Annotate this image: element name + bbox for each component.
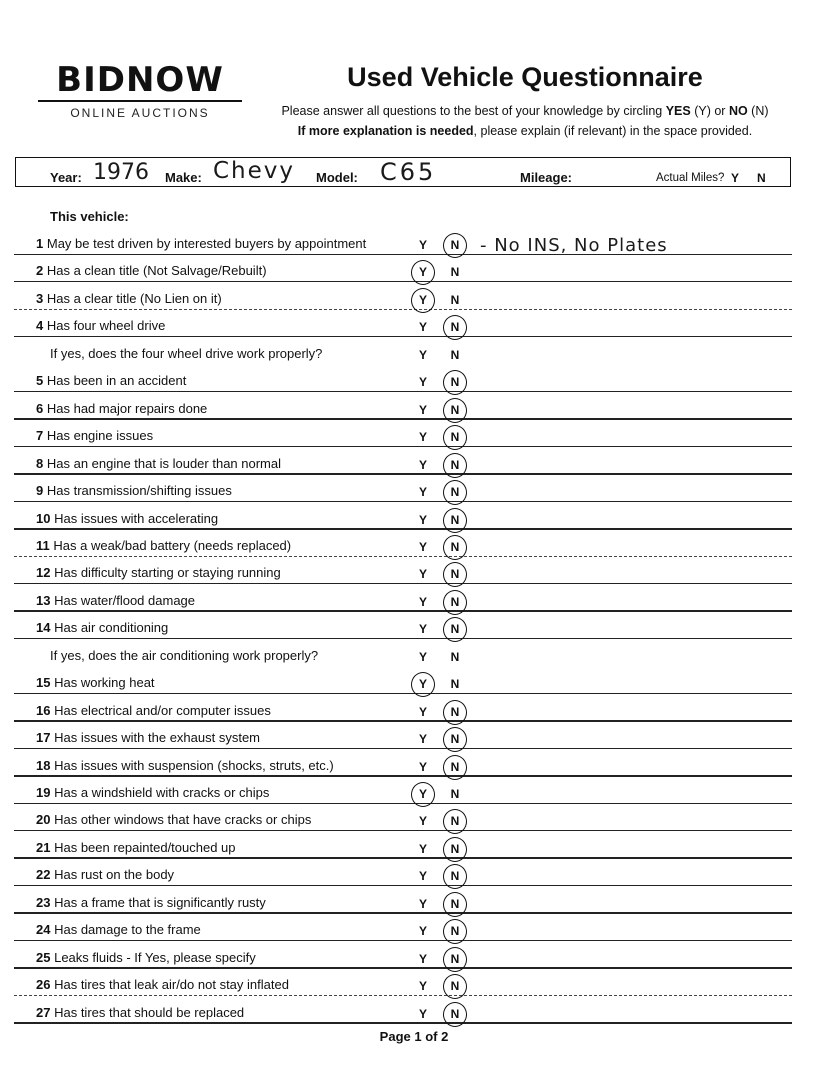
handwritten-note: - No INS, No Plates <box>480 235 668 256</box>
question-row <box>14 448 792 475</box>
no-option-circled[interactable]: N <box>448 540 462 554</box>
question-label: Has four wheel drive <box>46 318 166 334</box>
yes-option[interactable]: Y <box>418 759 427 774</box>
question-number: 18 <box>36 757 51 773</box>
actual-miles-label: Actual Miles? <box>656 172 725 184</box>
question-number: 15 <box>36 675 51 691</box>
question-label: Has transmission/shifting issues <box>46 483 232 499</box>
question-text <box>36 538 291 553</box>
question-row <box>14 365 792 392</box>
question-text <box>36 730 260 745</box>
question-label: Has damage to the frame <box>54 922 201 938</box>
question-number: 22 <box>36 867 51 883</box>
question-text <box>36 895 266 910</box>
question-label: Has a clear title (No Lien on it) <box>46 290 222 306</box>
question-number: 9 <box>36 483 44 499</box>
question-text <box>36 483 232 498</box>
question-label: Has been in an accident <box>46 373 187 389</box>
row-divider <box>14 1022 792 1024</box>
question-label: If yes, does the air conditioning work properly? <box>50 647 319 663</box>
yes-option[interactable]: Y <box>418 869 427 884</box>
follow-up-question-row <box>14 640 792 667</box>
question-row <box>14 722 792 749</box>
question-row <box>14 887 792 914</box>
no-option[interactable]: N <box>450 347 460 362</box>
question-row <box>14 530 792 557</box>
question-row <box>14 695 792 722</box>
yes-option[interactable]: Y <box>418 320 427 335</box>
question-row <box>14 420 792 447</box>
question-number: 12 <box>36 565 51 581</box>
question-number: 4 <box>36 318 44 334</box>
no-option-circled[interactable]: N <box>448 320 462 334</box>
instructions-line-1: Please answer all questions to the best of your knowledge by circling YES (Y) or NO (N) <box>281 104 769 118</box>
question-label: Has engine issues <box>46 428 154 444</box>
question-number: 21 <box>36 839 51 855</box>
logo-name: BIDNOW <box>56 60 224 100</box>
question-label: Has a weak/bad battery (needs replaced) <box>53 537 292 553</box>
no-option-circled[interactable]: N <box>448 869 462 883</box>
no-option[interactable]: N <box>450 649 460 664</box>
question-number: 5 <box>36 373 44 389</box>
question-number: 23 <box>36 894 51 910</box>
question-row <box>14 969 792 996</box>
question-number: 26 <box>36 977 51 993</box>
yes-option-circled[interactable]: Y <box>416 677 430 691</box>
model-label: Model: <box>316 170 358 185</box>
no-option-circled[interactable]: N <box>448 485 462 499</box>
question-label: Has electrical and/or computer issues <box>54 702 271 718</box>
yes-option[interactable]: Y <box>418 567 427 582</box>
question-label: Has issues with the exhaust system <box>54 730 261 746</box>
question-number: 7 <box>36 428 44 444</box>
question-row <box>14 859 792 886</box>
yes-option[interactable]: Y <box>418 979 427 994</box>
question-label: Has been repainted/touched up <box>54 839 236 855</box>
yes-option[interactable]: Y <box>418 457 427 472</box>
question-text <box>36 291 222 306</box>
question-label: Has rust on the body <box>54 867 175 883</box>
make-value[interactable]: Chevy <box>213 158 296 184</box>
question-number: 24 <box>36 922 51 938</box>
yes-option[interactable]: Y <box>418 924 427 939</box>
section-label: This vehicle: <box>50 209 129 224</box>
question-text <box>36 785 269 800</box>
question-label: Leaks fluids - If Yes, please specify <box>54 949 256 965</box>
question-label: Has water/flood damage <box>54 592 196 608</box>
question-row <box>14 942 792 969</box>
no-option[interactable]: N <box>450 292 460 307</box>
question-label: Has an engine that is louder than normal <box>46 455 282 471</box>
no-option-circled[interactable]: N <box>448 842 462 856</box>
question-text <box>36 950 256 965</box>
year-label: Year: <box>50 170 82 185</box>
question-number: 2 <box>36 263 44 279</box>
question-text <box>36 758 334 773</box>
question-row <box>14 777 792 804</box>
question-label: Has issues with suspension (shocks, struts, etc.) <box>54 757 334 773</box>
question-number: 11 <box>36 537 50 553</box>
no-option[interactable]: N <box>450 265 460 280</box>
no-option-circled[interactable]: N <box>448 1007 462 1021</box>
year-value[interactable]: 1976 <box>93 160 149 185</box>
question-label: Has a clean title (Not Salvage/Rebuilt) <box>46 263 267 279</box>
question-number: 1 <box>36 236 44 251</box>
no-option-circled[interactable]: N <box>448 567 462 581</box>
no-option-circled[interactable]: N <box>448 513 462 527</box>
no-option-circled[interactable]: N <box>448 952 462 966</box>
question-number: 3 <box>36 290 44 306</box>
page-number: Page 1 of 2 <box>379 1029 449 1044</box>
yes-option[interactable]: Y <box>418 704 427 719</box>
question-number: 25 <box>36 949 51 965</box>
question-row <box>14 914 792 941</box>
question-text <box>36 675 155 690</box>
question-label: Has air conditioning <box>54 620 169 636</box>
question-row <box>14 557 792 584</box>
question-text <box>36 922 201 937</box>
question-number: 6 <box>36 400 44 416</box>
bidnow-logo <box>38 62 242 120</box>
question-text <box>36 977 289 992</box>
no-option[interactable]: N <box>450 787 460 801</box>
question-text <box>36 318 165 333</box>
question-text <box>36 373 186 388</box>
question-number: 8 <box>36 455 44 471</box>
question-number: 14 <box>36 620 51 636</box>
question-number: 20 <box>36 812 51 828</box>
make-label: Make: <box>165 170 202 185</box>
yes-option[interactable]: Y <box>418 238 427 252</box>
page-title: Used Vehicle Questionnaire <box>347 62 703 92</box>
yes-option[interactable]: Y <box>418 485 427 500</box>
question-row <box>14 667 792 694</box>
question-label: May be test driven by interested buyers by appointment <box>46 236 367 251</box>
question-text <box>50 648 318 663</box>
question-text <box>36 593 195 608</box>
logo-subtitle: ONLINE AUCTIONS <box>70 106 210 120</box>
yes-option[interactable]: Y <box>418 814 427 829</box>
yes-option[interactable]: Y <box>418 594 427 609</box>
no-option-circled[interactable]: N <box>448 403 462 417</box>
question-row <box>14 832 792 859</box>
yes-option[interactable]: Y <box>418 951 427 966</box>
question-row <box>14 612 792 639</box>
yes-option[interactable]: Y <box>418 1006 427 1021</box>
yes-option[interactable]: Y <box>418 622 427 637</box>
question-row <box>14 997 792 1024</box>
yes-option[interactable]: Y <box>418 732 427 747</box>
question-label: Has tires that should be replaced <box>54 1004 245 1020</box>
question-row <box>14 393 792 420</box>
yes-option[interactable]: Y <box>418 402 427 417</box>
question-label: Has working heat <box>54 675 155 691</box>
no-option-circled[interactable]: N <box>448 430 462 444</box>
yes-option[interactable]: Y <box>418 347 427 362</box>
question-row <box>14 585 792 612</box>
question-text <box>36 401 207 416</box>
question-number: 27 <box>36 1004 51 1020</box>
question-row <box>14 283 792 310</box>
no-option-circled[interactable]: N <box>448 979 462 993</box>
question-number: 16 <box>36 702 51 718</box>
yes-option-circled[interactable]: Y <box>416 265 430 279</box>
yes-option[interactable]: Y <box>418 430 427 445</box>
yes-option-circled[interactable]: Y <box>416 787 430 801</box>
yes-option[interactable]: Y <box>418 375 427 390</box>
question-label: Has tires that leak air/do not stay inflated <box>54 977 289 993</box>
no-option[interactable]: N <box>450 677 460 692</box>
mileage-label: Mileage: <box>520 170 573 185</box>
question-text <box>36 456 281 471</box>
question-number: 17 <box>36 730 51 746</box>
instructions-line-2: If more explanation is needed, please explain (if relevant) in the space provided. <box>297 124 753 138</box>
question-label: Has had major repairs done <box>46 400 208 416</box>
no-option-circled[interactable]: N <box>448 458 462 472</box>
yes-option-circled[interactable]: Y <box>416 293 430 307</box>
question-text <box>36 511 218 526</box>
question-label: If yes, does the four wheel drive work properly? <box>50 345 323 361</box>
model-value[interactable]: C65 <box>380 158 437 186</box>
no-option-circled[interactable]: N <box>448 897 462 911</box>
no-option-circled[interactable]: N <box>448 595 462 609</box>
question-label: Has other windows that have cracks or chips <box>54 812 312 828</box>
no-option-circled[interactable]: N <box>448 814 462 828</box>
question-number: 19 <box>36 785 51 800</box>
question-text <box>36 840 236 855</box>
question-label: Has issues with accelerating <box>54 510 219 526</box>
question-label: Has a windshield with cracks or chips <box>54 785 270 800</box>
no-option-circled[interactable]: N <box>448 732 462 746</box>
question-text <box>36 565 281 580</box>
question-text <box>36 620 168 635</box>
no-option-circled[interactable]: N <box>448 238 462 252</box>
question-number: 10 <box>36 510 51 526</box>
question-row <box>14 475 792 502</box>
yes-option[interactable]: Y <box>418 896 427 911</box>
question-text <box>36 867 174 882</box>
yes-option[interactable]: Y <box>418 841 427 856</box>
no-option-circled[interactable]: N <box>448 760 462 774</box>
question-text <box>36 703 271 718</box>
follow-up-question-row <box>14 338 792 365</box>
question-row <box>14 228 792 255</box>
question-number: 13 <box>36 592 51 608</box>
yes-option[interactable]: Y <box>418 649 427 664</box>
question-text <box>36 428 153 443</box>
yes-option[interactable]: Y <box>418 539 427 554</box>
question-text <box>36 812 311 827</box>
question-row <box>14 804 792 831</box>
yes-option[interactable]: Y <box>418 512 427 527</box>
question-label: Has difficulty starting or staying running <box>54 565 281 581</box>
no-option-circled[interactable]: N <box>448 375 462 389</box>
question-label: Has a frame that is significantly rusty <box>54 894 266 910</box>
question-text <box>36 263 267 278</box>
actual-miles-yes[interactable]: Y <box>731 171 740 185</box>
question-row <box>14 503 792 530</box>
actual-miles-no[interactable]: N <box>757 171 766 185</box>
logo-divider <box>38 100 242 102</box>
question-row <box>14 310 792 337</box>
no-option-circled[interactable]: N <box>448 622 462 636</box>
question-row <box>14 255 792 282</box>
no-option-circled[interactable]: N <box>448 705 462 719</box>
no-option-circled[interactable]: N <box>448 924 462 938</box>
question-text <box>36 236 366 251</box>
question-text <box>50 346 322 361</box>
question-row <box>14 750 792 777</box>
question-text <box>36 1005 244 1020</box>
